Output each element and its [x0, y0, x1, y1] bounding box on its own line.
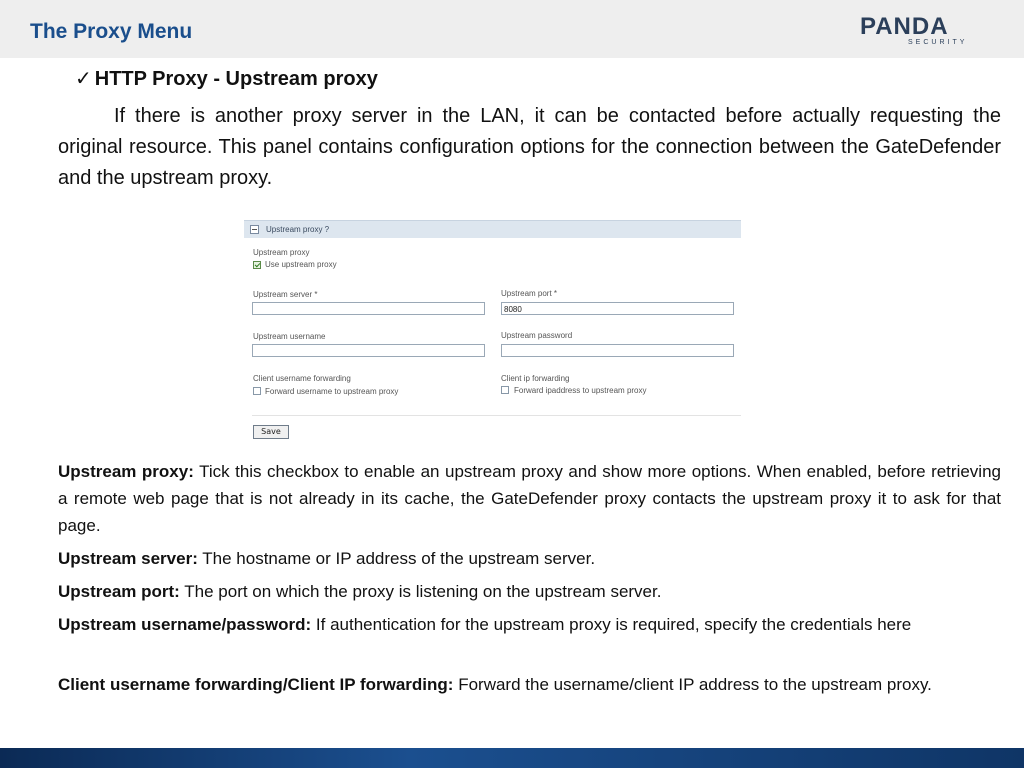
- upstream-port-input[interactable]: 8080: [501, 302, 734, 315]
- desc-text: Tick this checkbox to enable an upstream proxy and show more options. When enabled, before retrieving a remote web page that is not already in its cache, the GateDefender proxy contacts the upstream proxy it to ask for that page.: [58, 462, 1001, 535]
- upstream-proxy-panel: [244, 220, 741, 445]
- logo-wordmark: PANDA: [860, 13, 949, 40]
- upstream-port-label: Upstream port *: [501, 289, 558, 298]
- upstream-server-input[interactable]: [252, 302, 485, 315]
- desc-text: If authentication for the upstream proxy is required, specify the credentials here: [311, 615, 912, 634]
- desc-text: The port on which the proxy is listening on the upstream server.: [179, 582, 662, 601]
- forward-ip-label: Forward ipaddress to upstream proxy: [514, 386, 647, 395]
- forward-username-checkbox[interactable]: [253, 387, 261, 395]
- desc-term: Upstream proxy:: [58, 462, 194, 481]
- upstream-password-label: Upstream password: [501, 331, 573, 340]
- upstream-username-input[interactable]: [252, 344, 485, 357]
- panda-security-logo: [860, 14, 972, 46]
- desc-term: Upstream username/password:: [58, 615, 312, 634]
- client-username-forwarding-label: Client username forwarding: [253, 374, 351, 383]
- upstream-server-label: Upstream server *: [253, 290, 318, 299]
- desc-term: Upstream server:: [58, 549, 198, 568]
- footer-bar: [0, 748, 1024, 768]
- panel-divider: [252, 415, 741, 416]
- panel-title: Upstream proxy ?: [266, 225, 330, 234]
- intro-paragraph: If there is another proxy server in the LAN, it can be contacted before actually requesting the original resource. This panel contains configuration options for the connection between the GateDefender and the upstream proxy.: [58, 105, 1001, 189]
- collapse-icon[interactable]: [250, 225, 259, 234]
- page-title: The Proxy Menu: [30, 20, 193, 43]
- upstream-password-input[interactable]: [501, 344, 734, 357]
- checkmark-icon: ✓: [75, 68, 92, 90]
- desc-client-forwarding: [58, 671, 1001, 698]
- desc-upstream-credentials: [58, 611, 1001, 638]
- desc-term: Client username forwarding/Client IP forwarding:: [58, 675, 454, 694]
- panel-titlebar: [244, 220, 741, 238]
- forward-username-label: Forward username to upstream proxy: [265, 387, 399, 396]
- section-heading-text: HTTP Proxy - Upstream proxy: [94, 68, 378, 90]
- desc-upstream-port: [58, 578, 1001, 605]
- desc-text: The hostname or IP address of the upstream server.: [197, 549, 596, 568]
- save-button[interactable]: Save: [253, 425, 289, 439]
- client-ip-forwarding-label: Client ip forwarding: [501, 374, 570, 383]
- use-upstream-proxy-checkbox[interactable]: [253, 261, 261, 269]
- upstream-username-label: Upstream username: [253, 332, 326, 341]
- desc-term: Upstream port:: [58, 582, 180, 601]
- forward-ip-checkbox[interactable]: [501, 386, 509, 394]
- desc-upstream-server: [58, 545, 1001, 572]
- logo-subtext: SECURITY: [908, 39, 968, 46]
- section-heading: [75, 66, 378, 91]
- desc-upstream-proxy: [58, 458, 1001, 539]
- use-upstream-proxy-label: Use upstream proxy: [265, 260, 337, 269]
- upstream-proxy-label: Upstream proxy: [253, 248, 310, 257]
- desc-text: Forward the username/client IP address to the upstream proxy.: [453, 675, 932, 694]
- header-bar: [0, 0, 1024, 58]
